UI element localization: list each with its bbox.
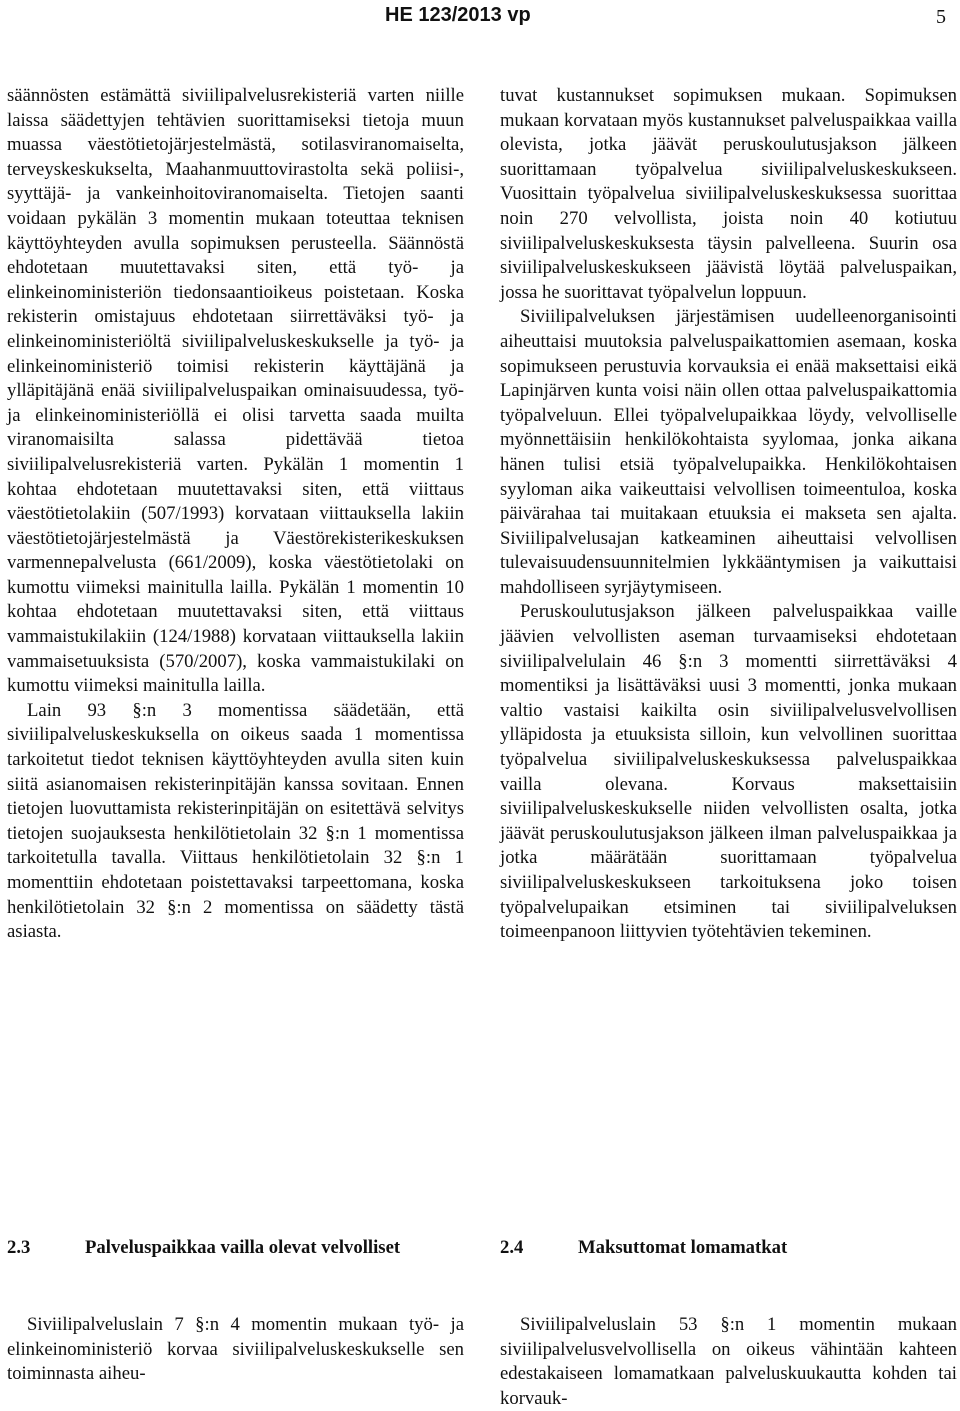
- body-paragraph: säännösten estämättä siviilipalvelusrekisteriä varten niille laissa säädettyjen tehtävien suorittamiseksi tietoja muun muassa väestötietojärjestelmästä, sotilasviranomaiselta, terveyskeskukselta, Maahanmuuttovirastolta sekä poliisi-, syyttäjä- ja vankeinhoitoviranomaiselta. Tietojen saanti voidaan pykälän 3 momentin mukaan toteuttaa teknisen käyttöyhteyden avulla sopimuksen perusteella. Säännöstä ehdotetaan muutettavaksi siten, että työ- ja elinkeinoministeriön tiedonsaantioikeus poistetaan. Koska rekisterin omistajuus ehdotetaan siirrettäväksi työ- ja elinkeinoministeriöltä siviilipalveluskeskukselle ja työ- ja elinkeinoministeriö toimisi rekisterin käyttäjänä ja ylläpitäjänä enää siviilipalveluspaikan ominaisuudessa, työ- ja elinkeinoministeriöllä ei olisi tarvetta saada muilta viranomaisilta salassa pidettävää tietoa siviilipalvelusrekisteriä varten. Pykälän 1 momentin 1 kohtaa ehdotetaan muutettavaksi siten, että viittaus väestötietolakiin (507/1993) korvataan viittauksella lakiin väestötietojärjestelmästä ja Väestörekisterikeskuksen varmennepalvelusta (661/2009), koska väestötietolaki on kumottu viimeksi mainitulla lailla. Pykälän 1 momentin 10 kohtaa ehdotetaan muutettavaksi siten, että viittaus vammaistukilakiin (124/1988) korvataan viittauksella lakiin vammaisetuuksista (570/2007), koska vammaistukilaki on kumottu viimeksi mainitulla lailla.: [7, 85, 464, 697]
- section-number: 2.4: [500, 1237, 524, 1258]
- section-title: Maksuttomat lomamatkat: [578, 1237, 788, 1258]
- right-column: [500, 84, 957, 945]
- section-heading-2-4: [500, 1236, 957, 1261]
- left-column: [7, 84, 464, 945]
- document-identifier: HE 123/2013 vp: [385, 4, 531, 26]
- section-body-paragraph: Siviilipalveluslain 7 §:n 4 momentin mukaan työ- ja elinkeinoministeriö korvaa siviilipalveluskeskukselle sen toiminnasta aiheu-: [7, 1314, 464, 1385]
- section-number: 2.3: [7, 1237, 31, 1258]
- section-title: Palveluspaikkaa vailla olevat velvolliset: [85, 1237, 401, 1258]
- section-heading-2-3: [7, 1236, 464, 1261]
- body-paragraph: Siviilipalveluksen järjestämisen uudelleenorganisointi aiheuttaisi muutoksia palveluspaikattomien asemaan, koska sopimukseen perustuvia korvauksia ei enää maksettaisi eikä Lapinjärven kunta voisi näin ollen ottaa palveluspaikattomia työpalveluun. Ellei työpalvelupaikkaa löydy, velvolliselle myönnettäisiin henkilökohtaista syylomaa, jonka aikana hänen tulisi etsiä työpalvelupaikka. Henkilökohtaisen syyloman aika vaikeuttaisi velvollisen toimeentuloa, koska päivärahaa tai muitakaan etuuksia ei makseta sen ajalta. Siviilipalvelusajan katkeaminen aiheuttaisi velvollisen tulevaisuudensuunnitelmien lykkääntymisen ja vaikuttaisi mahdolliseen syrjäytymiseen.: [500, 306, 957, 598]
- body-paragraph: Lain 93 §:n 3 momentissa säädetään, että siviilipalveluskeskuksella on oikeus saada 1 momentissa tarkoitetut tiedot teknisen käyttöyhteyden avulla siten kuin siitä asianomaisen rekisterinpitäjän kanssa sovitaan. Ennen tietojen luovuttamista rekisterinpitäjän on esitettävä selvitys tietojen suojauksesta henkilötietolain 32 §:n 1 momentissa tarkoitetulla tavalla. Viittaus henkilötietolain 32 §:n 1 momenttiin ehdotetaan poistettavaksi tarpeettomana, koska henkilötietolain 32 §:n 2 momentissa on säädetty tästä asiasta.: [7, 699, 464, 943]
- body-paragraph: tuvat kustannukset sopimuksen mukaan. Sopimuksen mukaan korvataan myös kustannukset palveluspaikkaa vailla olevista, jotka jäävät peruskoulutusjakson jälkeen suorittamaan työpalvelua siviilipalveluskeskukseen. Vuosittain työpalvelua siviilipalveluskeskuksessa suorittaa noin 270 velvollista, joista noin 40 kotiutuu siviilipalveluskeskuksesta täysin palvelleena. Suurin osa siviilipalveluskeskukseen jäävistä löytää palveluspaikan, jossa he suorittavat työpalvelun loppuun.: [500, 85, 957, 303]
- page-number: 5: [936, 6, 946, 28]
- section-body-paragraph: Siviilipalveluslain 53 §:n 1 momentin mukaan siviilipalvelusvelvollisella on oikeus vähintään kahteen edestakaiseen lomamatkaan palveluskuukautta kohden tai korvauk-: [500, 1314, 957, 1409]
- body-paragraph: Peruskoulutusjakson jälkeen palveluspaikkaa vaille jäävien velvollisten aseman turvaamiseksi ehdotetaan siviilipalvelulain 46 §:n 3 momentti siirrettäväksi 4 momentiksi ja lisättäväksi uusi 3 momentti, jonka mukaan valtio vastaisi kaikilta osin siviilipalvelusvelvollisen ylläpidosta ja etuuksista silloin, kun velvollinen suorittaa työpalvelua siviilipalveluskeskuksessa palveluspaikkaa vailla olevana. Korvaus maksettaisiin siviilipalveluskeskukselle niiden velvollisten osalta, jotka jäävät peruskoulutusjakson jälkeen ilman palveluspaikkaa ja jotka määrätään suorittamaan työpalvelua siviilipalveluskeskukseen tarkoituksena joko toisen työpalvelupaikan etsiminen tai siviilipalveluksen toimeenpanoon liittyvien työtehtävien tekeminen.: [500, 601, 957, 943]
